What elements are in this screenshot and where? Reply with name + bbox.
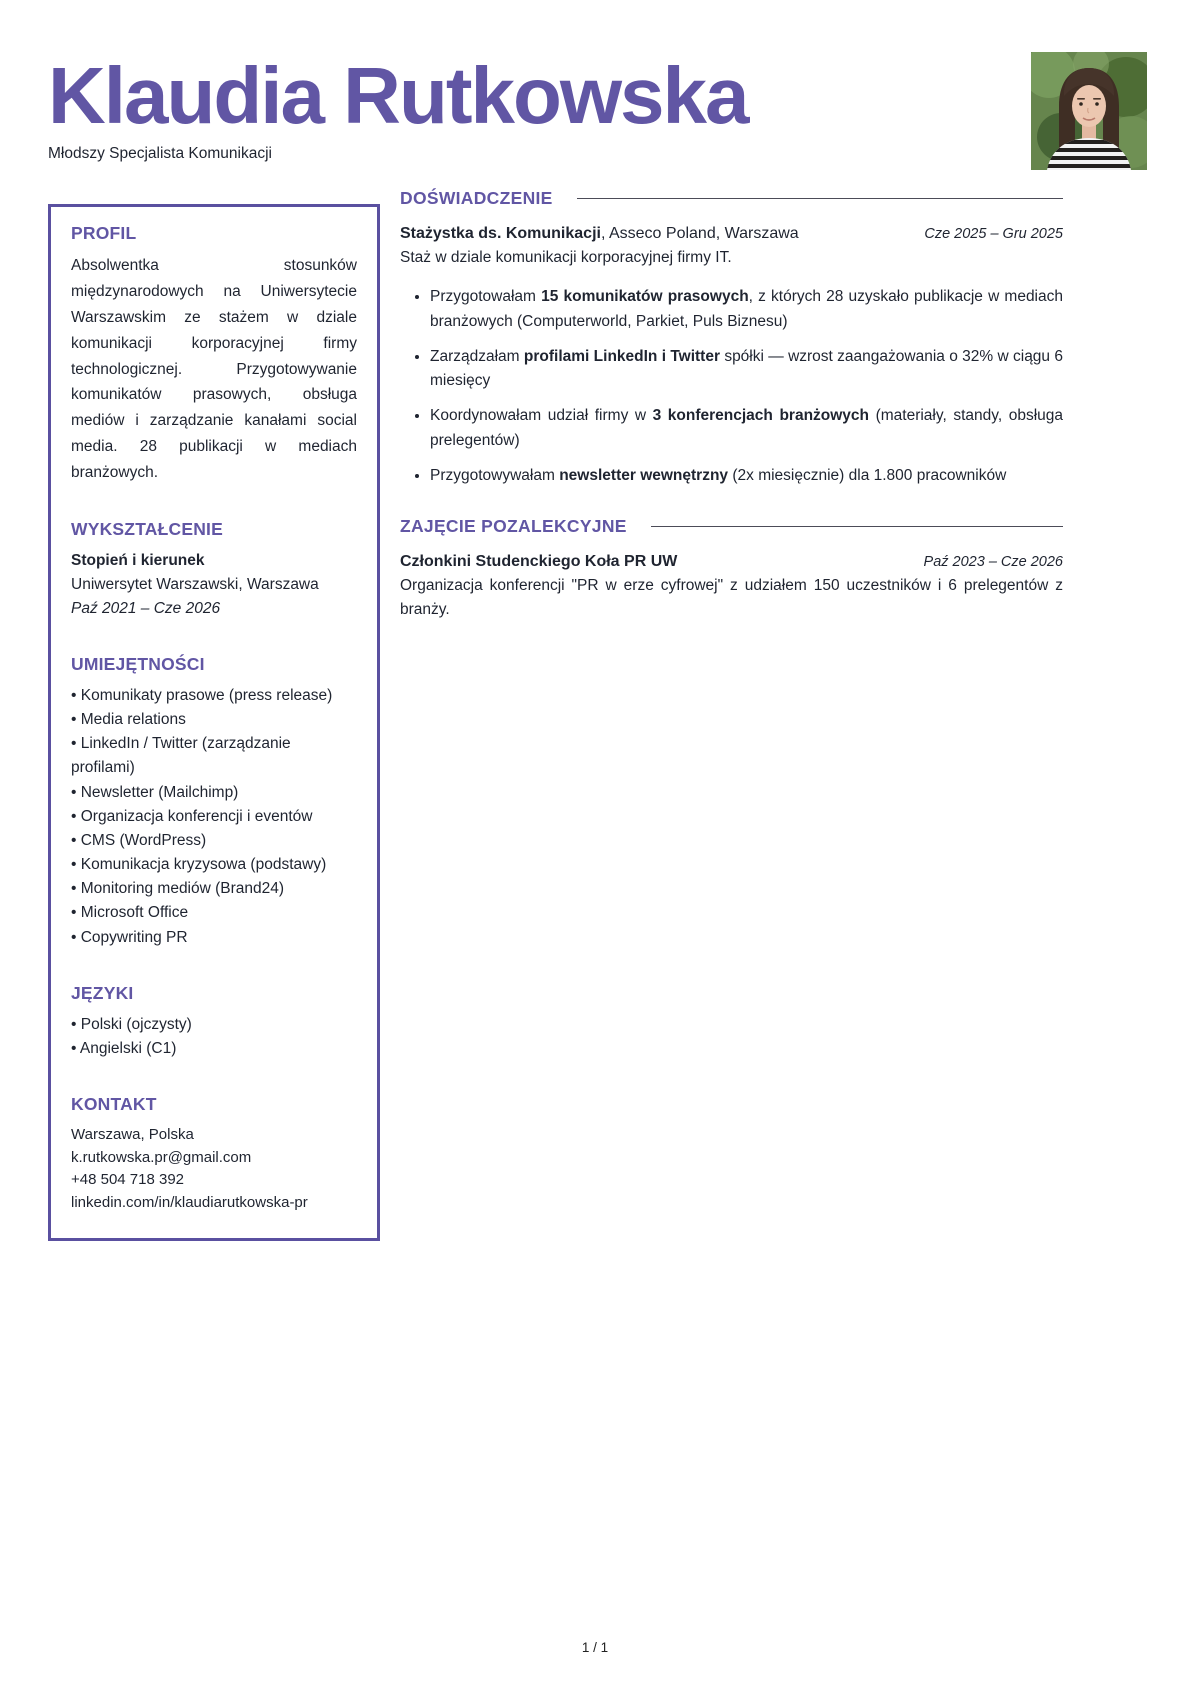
page-indicator: 1 / 1 [581, 1640, 609, 1655]
contact-list [71, 1124, 357, 1214]
profil-text: Absolwentka stosunków międzynarodowych na Uniwersytecie Warszawskim ze stażem w dziale komunikacji korporacyjnej firmy technologicznej. Przygotowywanie komunikatów prasowych, obsługa mediów i zarządzanie kanałami social media. 28 publikacji w mediach branżowych. [71, 257, 357, 481]
skill-item: • Media relations [71, 708, 357, 732]
header-text [48, 52, 748, 163]
languages-list [71, 1013, 357, 1061]
extracurricular-entry-title [400, 553, 677, 571]
doswiadczenie-header [400, 188, 1063, 209]
umiejetnosci-heading: UMIEJĘTNOŚCI [71, 653, 205, 674]
section-umiejetnosci [71, 654, 357, 950]
doswiadczenie-heading: DOŚWIADCZENIE [400, 188, 553, 208]
skill-item: • CMS (WordPress) [71, 829, 357, 853]
skill-item: • Microsoft Office [71, 901, 357, 925]
contact-line: +48 504 718 392 [71, 1171, 185, 1189]
page-footer [0, 1640, 1190, 1655]
experience-bullet: • Przygotowałam 15 komunikatów prasowych, z których 28 uzyskało publikacje w mediach branżowych (Computerworld, Parkiet, Puls Biznesu) [430, 285, 1063, 335]
profil-heading: PROFIL [71, 223, 137, 243]
profile-photo [1031, 52, 1147, 170]
education-dates: Paź 2021 – Cze 2026 [71, 599, 221, 617]
section-divider-line [651, 526, 1063, 527]
language-item: • Angielski (C1) [71, 1037, 357, 1061]
jezyki-heading: JĘZYKI [71, 982, 134, 1003]
skill-item: • Organizacja konferencji i eventów [71, 805, 357, 829]
experience-role: Stażystka ds. Komunikacji [400, 225, 601, 242]
zajecie-header [400, 516, 1063, 537]
contact-line: linkedin.com/in/klaudiarutkowska-pr [71, 1193, 308, 1211]
extracurricular-dates: Paź 2023 – Cze 2026 [923, 553, 1063, 570]
wyksztalcenie-heading: WYKSZTAŁCENIE [71, 518, 223, 539]
education-school: Uniwersytet Warszawski, Warszawa [71, 575, 319, 593]
kontakt-heading: KONTAKT [71, 1094, 157, 1115]
section-jezyki [71, 983, 357, 1061]
skill-item: • Newsletter (Mailchimp) [71, 781, 357, 805]
extracurricular-description: Organizacja konferencji "PR w erze cyfrowej" z udziałem 150 uczestników i 6 prelegentów z branży. [400, 576, 1063, 619]
experience-entry-header [400, 225, 1063, 243]
extracurricular-entry [400, 553, 1063, 624]
content-columns [0, 188, 1190, 1241]
section-kontakt [71, 1094, 357, 1214]
contact-line: k.rutkowska.pr@gmail.com [71, 1148, 252, 1166]
experience-summary: Staż w dziale komunikacji korporacyjnej firmy IT. [400, 249, 732, 266]
skill-item: • Copywriting PR [71, 926, 357, 950]
skill-item: • Komunikacja kryzysowa (podstawy) [71, 853, 357, 877]
sidebar [48, 204, 380, 1241]
experience-bullet-list [400, 285, 1063, 489]
extracurricular-role: Członkini Studenckiego Koła PR UW [400, 552, 678, 570]
zajecie-heading: ZAJĘCIE POZALEKCYJNE [400, 515, 627, 536]
experience-bullet: • Przygotowywałam newsletter wewnętrzny (2x miesięcznie) dla 1.800 pracowników [430, 464, 1063, 489]
experience-bullet: • Koordynowałam udział firmy w 3 konferencjach branżowych (materiały, standy, obsługa prelegentów) [430, 404, 1063, 454]
skills-list [71, 684, 357, 950]
experience-bullet: • Zarządzałam profilami LinkedIn i Twitter spółki — wzrost zaangażowania o 32% w ciągu 6 miesięcy [430, 345, 1063, 395]
section-doswiadczenie [400, 188, 1063, 489]
page-title: Klaudia Rutkowska [48, 51, 748, 140]
extracurricular-entry-header [400, 553, 1063, 571]
experience-entries [400, 225, 1063, 489]
section-zajecie-pozalekcyjne [400, 516, 1063, 624]
skill-item: • Komunikaty prasowe (press release) [71, 684, 357, 708]
contact-line: Warszawa, Polska [71, 1126, 194, 1144]
section-divider-line [577, 198, 1063, 199]
header [0, 0, 1190, 170]
section-wyksztalcenie [71, 519, 357, 621]
main-content [400, 188, 1063, 629]
skill-item: • Monitoring mediów (Brand24) [71, 877, 357, 901]
experience-entry [400, 225, 1063, 489]
extracurricular-entries [400, 553, 1063, 624]
profile-photo-image [1031, 52, 1147, 170]
experience-dates: Cze 2025 – Gru 2025 [924, 226, 1063, 242]
experience-entry-title: Stażystka ds. Komunikacji, Asseco Poland, Warszawa [400, 225, 799, 242]
language-item: • Polski (ojczysty) [71, 1013, 357, 1037]
job-title: Młodszy Specjalista Komunikacji [48, 145, 272, 162]
section-profil [71, 223, 357, 486]
education-degree: Stopień i kierunek [71, 551, 205, 569]
skill-item: • LinkedIn / Twitter (zarządzanie profilami) [71, 732, 357, 780]
